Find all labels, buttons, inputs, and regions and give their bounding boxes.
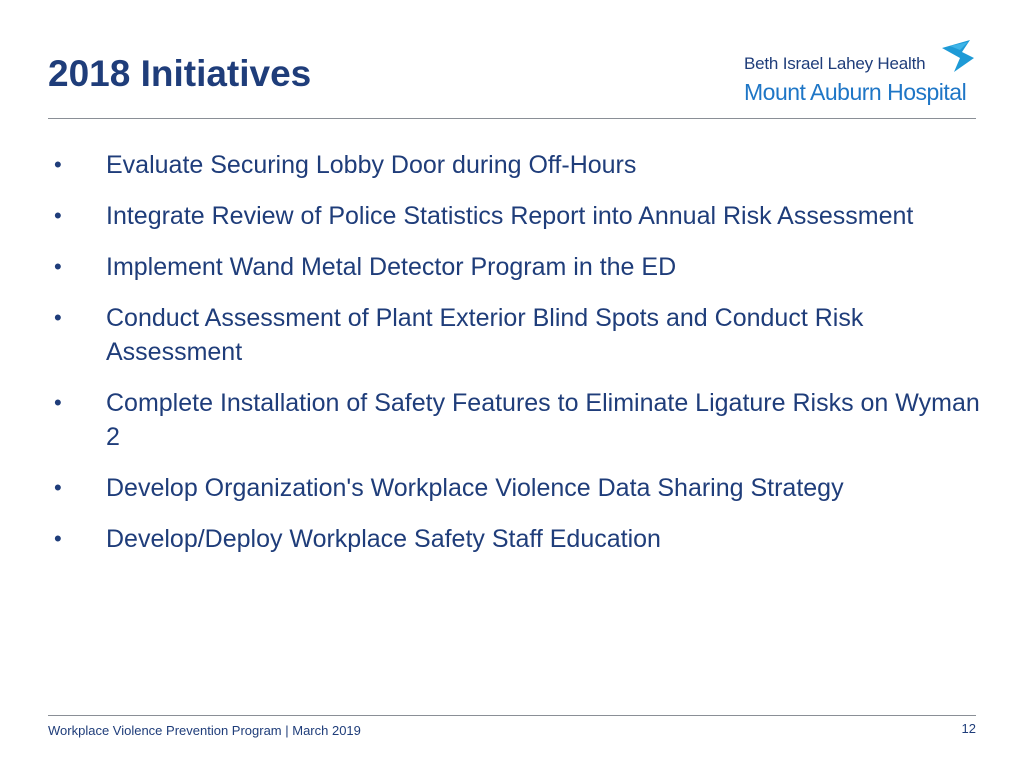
- page-number: 12: [961, 721, 976, 736]
- list-item-text: Conduct Assessment of Plant Exterior Blind Spots and Conduct Risk Assessment: [106, 304, 864, 366]
- list-item: [48, 522, 998, 556]
- list-item-text: Integrate Review of Police Statistics Report into Annual Risk Assessment: [106, 202, 914, 230]
- bullet-icon: •: [54, 203, 62, 228]
- list-item-text: Evaluate Securing Lobby Door during Off-Hours: [106, 151, 637, 179]
- blue-swoosh-logo-icon: [940, 38, 976, 74]
- bullet-icon: •: [54, 390, 62, 415]
- list-item-text: Complete Installation of Safety Features to Eliminate Ligature Risks on Wyman 2: [106, 389, 980, 451]
- footer-divider: [48, 715, 976, 716]
- initiatives-list: [48, 148, 998, 573]
- list-item: [48, 471, 998, 505]
- footer-caption: Workplace Violence Prevention Program | March 2019: [48, 723, 361, 738]
- title-divider: [48, 118, 976, 119]
- list-item: [48, 148, 998, 182]
- bullet-icon: •: [54, 475, 62, 500]
- hospital-logo: [744, 38, 980, 110]
- list-item: [48, 386, 998, 454]
- bullet-icon: •: [54, 254, 62, 279]
- logo-hospital-name: Mount Auburn Hospital: [744, 79, 967, 105]
- list-item: [48, 250, 998, 284]
- list-item-text: Develop/Deploy Workplace Safety Staff Education: [106, 525, 661, 553]
- logo-parent-name: Beth Israel Lahey Health: [744, 54, 926, 73]
- list-item: [48, 301, 998, 369]
- list-item: [48, 199, 998, 233]
- list-item-text: Develop Organization's Workplace Violence Data Sharing Strategy: [106, 474, 844, 502]
- list-item-text: Implement Wand Metal Detector Program in the ED: [106, 253, 677, 281]
- bullet-icon: •: [54, 526, 62, 551]
- bullet-icon: •: [54, 305, 62, 330]
- slide-title: 2018 Initiatives: [48, 53, 312, 94]
- bullet-icon: •: [54, 152, 62, 177]
